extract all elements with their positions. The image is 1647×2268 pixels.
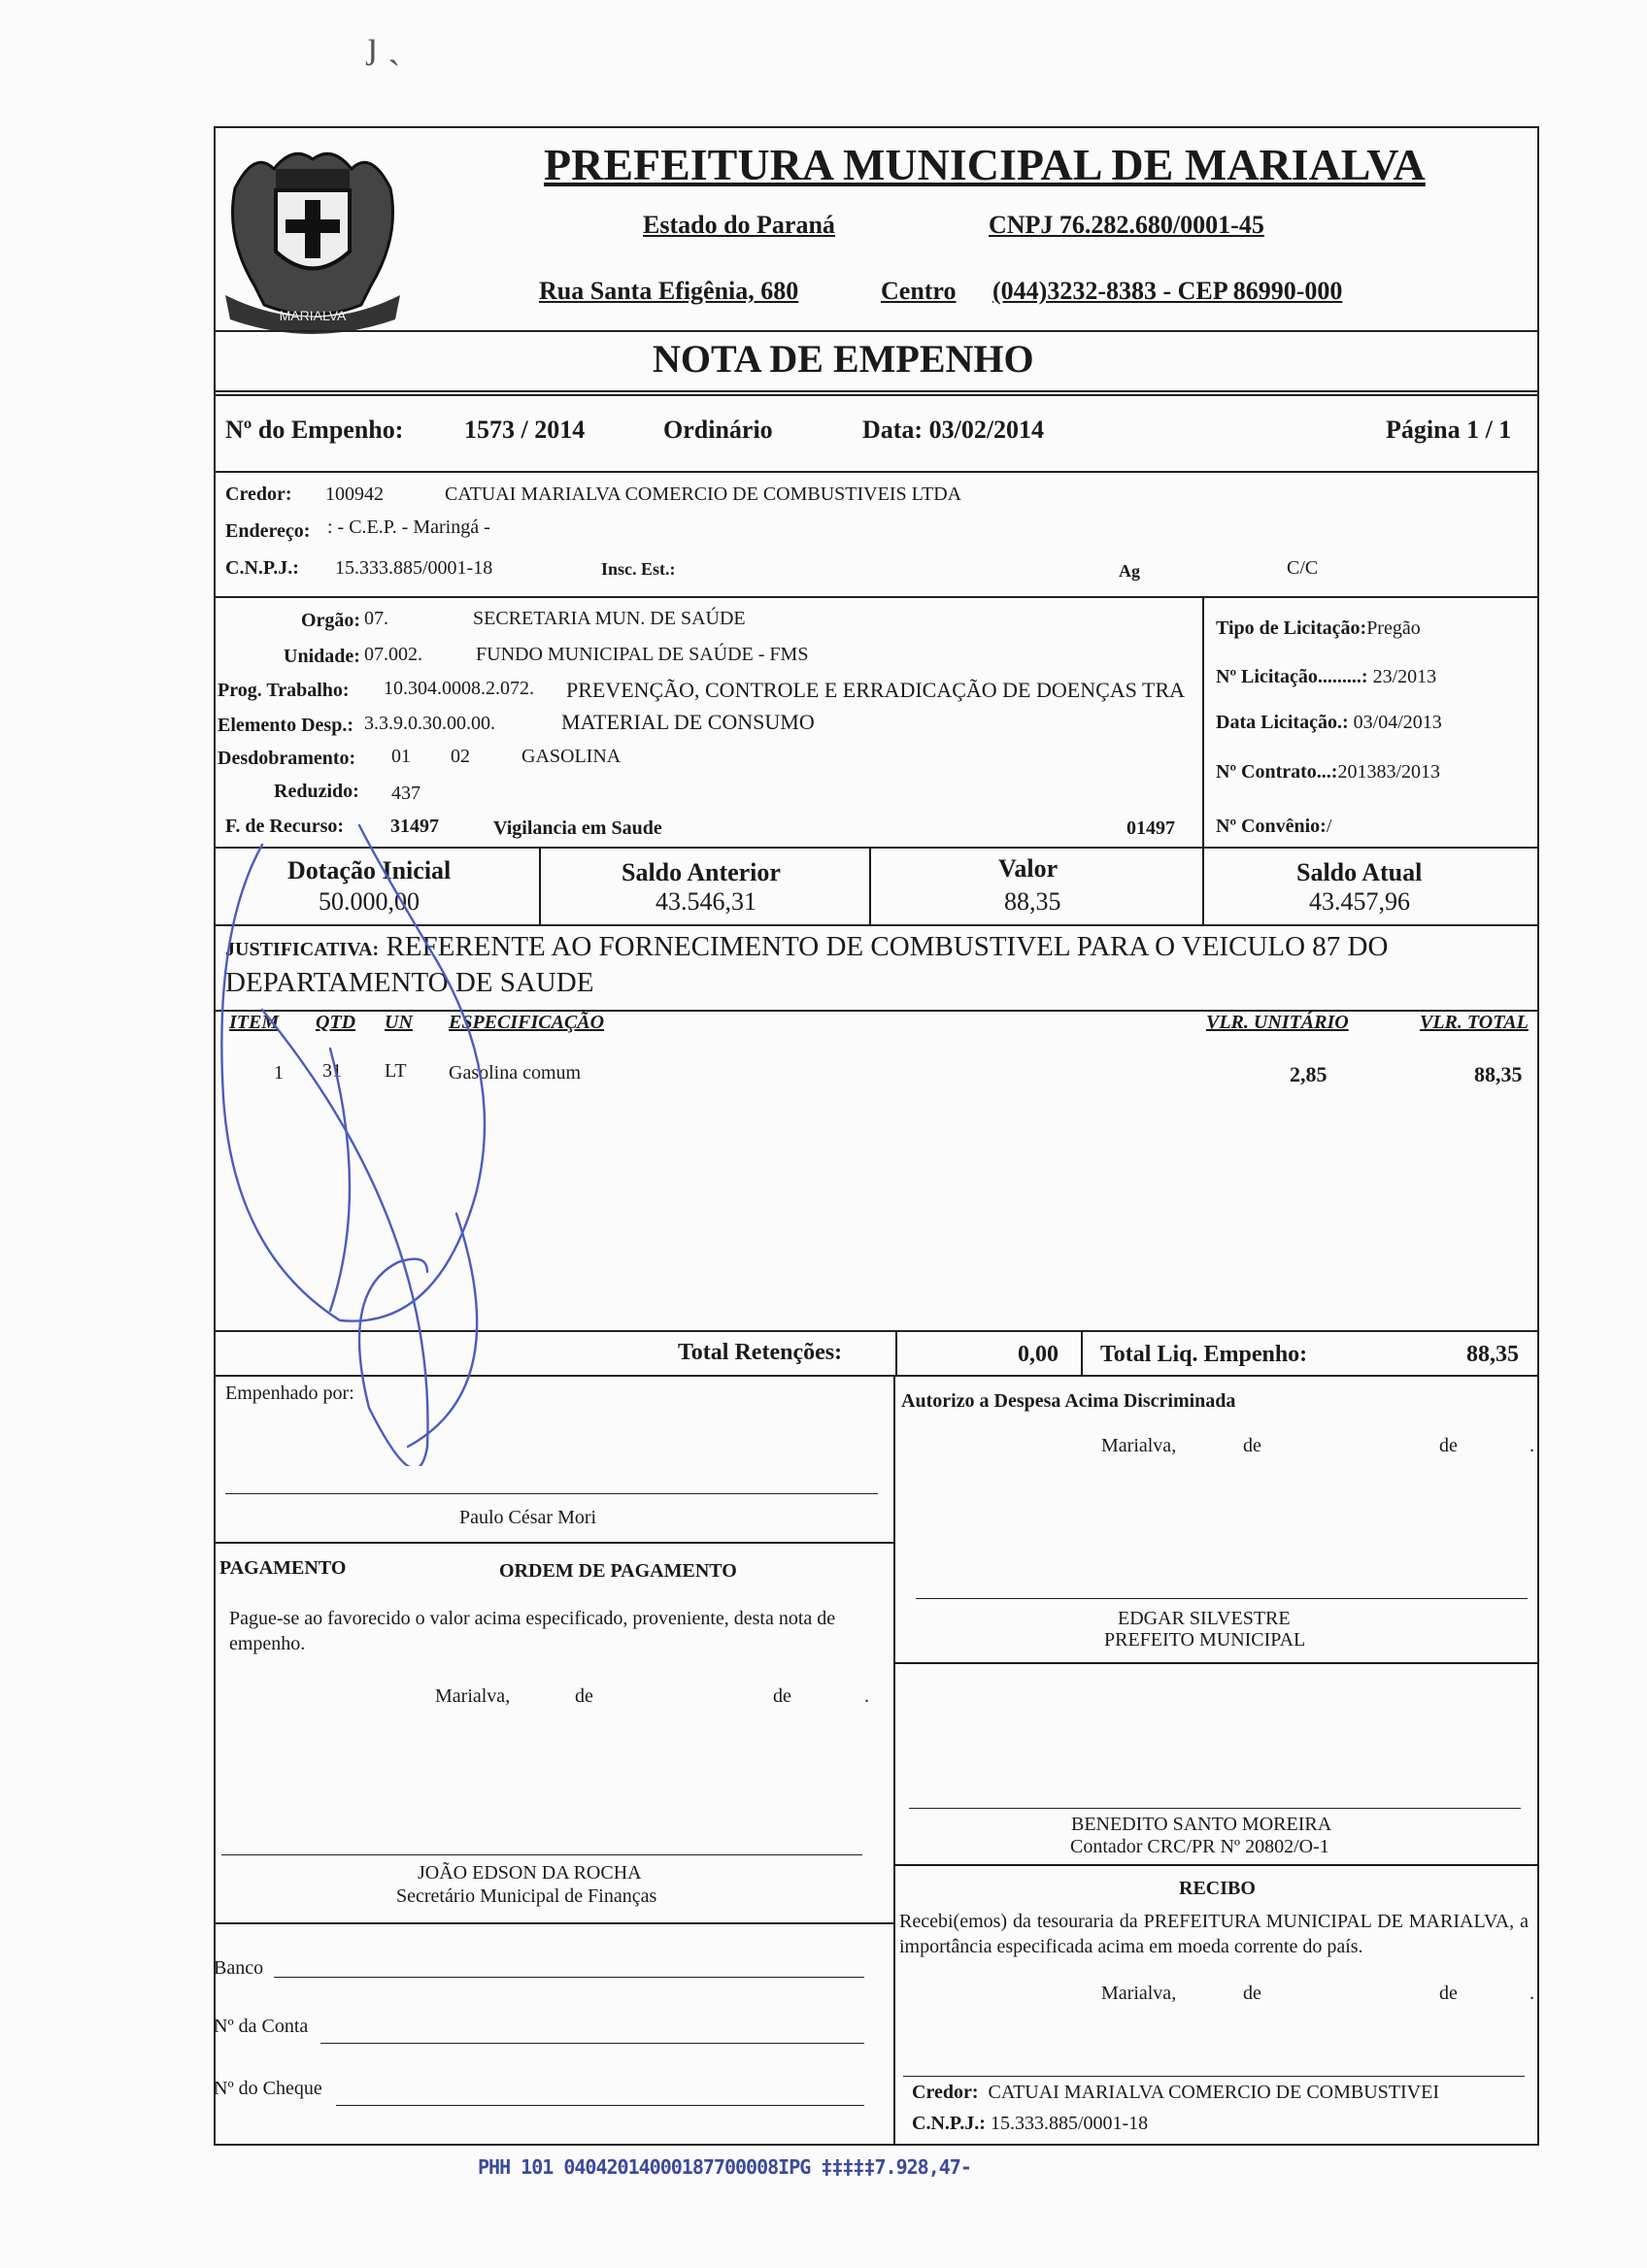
dotacao-label: Dotação Inicial [287,856,452,884]
autorizo-signer: EDGAR SILVESTRE [1118,1608,1291,1629]
saldo-anterior-label: Saldo Anterior [622,858,781,886]
col-qtd: QTD [316,1012,356,1033]
empenhado-label: Empenhado por: [225,1383,354,1404]
col-total: VLR. TOTAL [1420,1012,1529,1033]
total-liq-value: 88,35 [1466,1342,1519,1367]
col-un: UN [385,1012,413,1033]
total-liq-label: Total Liq. Empenho: [1100,1342,1308,1367]
licitacao-date: 03/04/2013 [1353,712,1442,733]
contador-signer: BENEDITO SANTO MOREIRA [1071,1814,1332,1835]
row-un: LT [385,1060,407,1082]
col-item: ITEM [229,1012,280,1033]
conta-line [320,2043,864,2044]
divider [214,1922,895,1924]
recibo-cnpj-label: C.N.P.J.: [912,2113,986,2134]
prog-name: PREVENÇÃO, CONTROLE E ERRADICAÇÃO DE DOENÇAS TRA [566,678,1186,702]
creditor-code: 100942 [325,484,384,505]
row-unit-price: 2,85 [1290,1062,1328,1086]
page-number: Página 1 / 1 [1386,416,1512,444]
row-total: 88,35 [1474,1062,1523,1086]
recibo-dot: . [1529,1983,1534,2004]
prefeitura-cnpj: CNPJ 76.282.680/0001-45 [989,211,1264,239]
recurso-name: Vigilancia em Saude [493,817,662,839]
insc-est-label: Insc. Est.: [601,559,676,579]
justificativa-text: REFERENTE AO FORNECIMENTO DE COMBUSTIVEL PARA O VEICULO 87 DO DEPARTAMENTO DE SAUDE [225,931,1389,998]
pagamento-dot: . [864,1685,869,1707]
pagamento-city: Marialva, [435,1685,511,1707]
licitacao-type: Pregão [1366,617,1421,639]
recibo-de-2: de [1439,1983,1458,2004]
autorizo-label: Autorizo a Despesa Acima Discriminada [901,1390,1236,1412]
creditor-cnpj-label: C.N.P.J.: [225,557,299,579]
unidade-label: Unidade: [284,646,360,667]
vertical-divider [869,847,871,924]
account-label: C/C [1287,557,1319,579]
banco-label: Banco [214,1957,264,1979]
licitacao-date-label: Data Licitação.: [1216,712,1349,733]
recibo-de-1: de [1243,1983,1261,2004]
conta-label: Nº da Conta [214,2016,309,2037]
signature-line [903,2076,1525,2077]
desdobramento-label: Desdobramento: [218,748,356,769]
reduzido-label: Reduzido: [274,781,359,802]
recibo-title: RECIBO [1179,1878,1256,1899]
licitacao-number: 23/2013 [1372,666,1437,687]
creditor-label: Credor: [225,484,292,505]
contract-number: 201383/2013 [1337,761,1441,783]
divider [214,390,1539,392]
empenho-number: 1573 / 2014 [464,416,586,444]
reduzido-value: 437 [391,783,420,804]
pagamento-label: PAGAMENTO [219,1557,347,1579]
row-spec: Gasolina comum [449,1062,582,1084]
page-title: PREFEITURA MUNICIPAL DE MARIALVA [544,140,1426,189]
vertical-divider [895,1330,897,1375]
bank-authentication-stamp: PHH 101 04042014000187700008IPG ‡‡‡‡‡7.928,47- [478,2155,971,2179]
signature-line [909,1808,1521,1809]
autorizo-role: PREFEITO MUNICIPAL [1104,1629,1306,1651]
elemento-label: Elemento Desp.: [218,715,353,736]
recibo-credor: CATUAI MARIALVA COMERCIO DE COMBUSTIVEI [988,2082,1439,2103]
recurso-code-2: 01497 [1126,817,1175,839]
autorizo-dot: . [1529,1435,1534,1456]
vertical-divider [1202,596,1204,847]
justificativa-label: JUSTIFICATIVA: [225,939,380,960]
col-spec: ESPECIFICAÇÃO [449,1012,605,1033]
contador-role: Contador CRC/PR Nº 20802/O-1 [1070,1836,1329,1857]
empenho-number-label: Nº do Empenho: [225,416,404,444]
row-item: 1 [274,1062,284,1084]
creditor-cnpj: 15.333.885/0001-18 [335,557,493,579]
pagamento-text: Pague-se ao favorecido o valor acima especificado, proveniente, desta nota de empenho. [229,1608,836,1654]
empenho-type: Ordinário [663,416,773,444]
licitacao-type-label: Tipo de Licitação: [1216,617,1367,639]
banco-line [274,1977,864,1978]
creditor-address: : - C.E.P. - Maringá - [327,517,490,538]
autorizo-de-2: de [1439,1435,1458,1456]
retencoes-value: 0,00 [1018,1342,1059,1367]
prefeitura-district: Centro [881,277,957,305]
dotacao-value: 50.000,00 [319,887,420,916]
signature-line [916,1598,1528,1599]
prefeitura-phone: (044)3232-8383 - CEP 86990-000 [992,277,1343,305]
pagamento-signer: JOÃO EDSON DA ROCHA [418,1862,642,1884]
recibo-credor-label: Credor: [912,2082,979,2103]
saldo-anterior-value: 43.546,31 [655,887,756,916]
recibo-city: Marialva, [1101,1983,1177,2004]
document-title: NOTA DE EMPENHO [653,337,1034,381]
row-qtd: 31 [322,1060,342,1082]
creditor-name: CATUAI MARIALVA COMERCIO DE COMBUSTIVEIS LTDA [445,484,962,505]
divider [893,1662,1539,1664]
cheque-line [336,2105,864,2106]
recurso-code: 31497 [390,816,439,837]
divider [214,596,1539,598]
desdobramento-b: 02 [451,746,470,767]
prefeitura-address: Rua Santa Efigênia, 680 [539,277,799,305]
agency-label: Ag [1119,561,1140,581]
empenhado-signer: Paulo César Mori [459,1507,597,1528]
orgao-label: Orgão: [301,610,361,631]
valor-value: 88,35 [1004,887,1061,916]
convenio-number: / [1326,816,1332,837]
desdobramento-a: 01 [391,746,411,767]
retencoes-label: Total Retenções: [678,1340,843,1365]
autorizo-de-1: de [1243,1435,1261,1456]
contract-label: Nº Contrato...: [1216,761,1338,783]
ordem-pagamento-title: ORDEM DE PAGAMENTO [499,1560,737,1582]
pagamento-de-1: de [575,1685,593,1707]
desdobramento-name: GASOLINA [521,746,622,767]
signature-line [221,1854,862,1855]
col-unit-price: VLR. UNITÁRIO [1206,1012,1349,1033]
scan-mark: ȷ ˎ [367,22,401,66]
recibo-text: Recebi(emos) da tesouraria da PREFEITURA MUNICIPAL DE MARIALVA, a importância especificada acima em moeda corrente do país. [899,1911,1529,1957]
divider [893,1864,1539,1866]
divider [214,471,1539,473]
pagamento-de-2: de [773,1685,791,1707]
convenio-label: Nº Convênio: [1216,816,1327,837]
divider [214,394,1539,396]
prog-label: Prog. Trabalho: [218,680,350,701]
recurso-label: F. de Recurso: [225,816,345,837]
crest-banner-text: MARIALVA [279,308,347,323]
state-name: Estado do Paraná [643,211,835,239]
handwritten-signature-icon [194,806,641,1466]
divider [214,1542,895,1544]
elemento-name: MATERIAL DE CONSUMO [561,710,815,734]
saldo-atual-value: 43.457,96 [1309,887,1410,916]
valor-label: Valor [998,854,1059,883]
saldo-atual-label: Saldo Atual [1296,858,1423,886]
signature-line [225,1493,878,1494]
cheque-label: Nº do Cheque [214,2078,322,2099]
divider [214,330,1539,332]
creditor-address-label: Endereço: [225,520,311,542]
orgao-name: SECRETARIA MUN. DE SAÚDE [473,608,746,629]
licitacao-number-label: Nº Licitação.........: [1216,666,1368,687]
recibo-cnpj: 15.333.885/0001-18 [990,2113,1149,2134]
pagamento-role: Secretário Municipal de Finanças [396,1885,657,1907]
unidade-name: FUNDO MUNICIPAL DE SAÚDE - FMS [476,644,809,665]
vertical-divider [1081,1330,1083,1375]
prog-code: 10.304.0008.2.072. [384,678,534,699]
unidade-code: 07.002. [364,644,422,665]
empenho-date: Data: 03/02/2014 [862,416,1045,444]
vertical-divider [893,1375,895,2146]
orgao-code: 07. [364,608,388,629]
municipal-coat-of-arms-icon [216,130,410,334]
elemento-code: 3.3.9.0.30.00.00. [364,713,495,734]
vertical-divider [1202,847,1204,924]
autorizo-city: Marialva, [1101,1435,1177,1456]
